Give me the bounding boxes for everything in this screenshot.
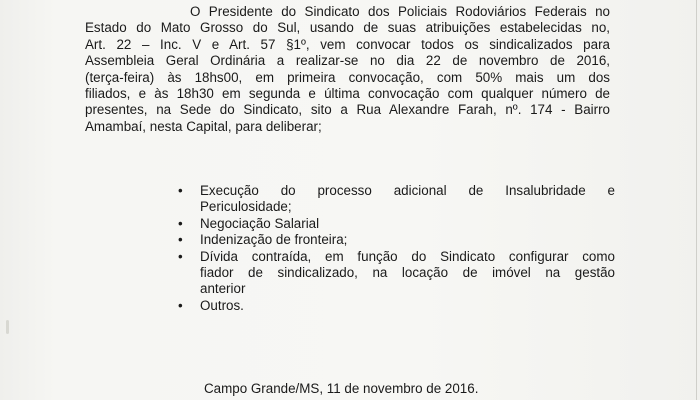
agenda-item-outros bbox=[175, 298, 615, 314]
agenda-item-indenizacao bbox=[175, 232, 615, 248]
bullet-icon: • bbox=[178, 297, 183, 313]
agenda-item-line: anterior bbox=[200, 281, 246, 297]
agenda-item-line: Dívida contraída, em função do Sindicato configurar como bbox=[200, 248, 615, 264]
paragraph-line: Estado do Mato Grosso do Sul, usando de suas atribuições estabelecidas no, bbox=[85, 20, 610, 36]
page-edge-shadow bbox=[696, 0, 697, 400]
paragraph-line: presentes, na Sede do Sindicato, sito a Rua Alexandre Farah, nº. 174 - Bairro bbox=[85, 102, 610, 118]
paragraph-line: Amambaí, nesta Capital, para deliberar; bbox=[85, 118, 322, 134]
bullet-icon: • bbox=[178, 215, 183, 231]
paragraph-line: Art. 22 – Inc. V e Art. 57 §1º, vem convocar todos os sindicalizados para bbox=[85, 36, 610, 52]
agenda-item-negociacao bbox=[175, 216, 615, 232]
paragraph-line: O Presidente do Sindicato dos Policiais Rodoviários Federais no bbox=[190, 4, 610, 19]
place-and-date: Campo Grande/MS, 11 de novembro de 2016. bbox=[204, 381, 479, 396]
paragraph-line: (terça-feira) às 18hs00, em primeira convocação, com 50% mais um dos bbox=[85, 69, 610, 85]
paragraph-line: filiados, e às 18h30 em segunda e última convocação com qualquer número de bbox=[85, 86, 610, 102]
scan-mark bbox=[6, 320, 9, 334]
paragraph-line: Assembleia Geral Ordinária a realizar-se no dia 22 de novembro de 2016, bbox=[85, 53, 610, 69]
agenda-item-line: fiador de sindicalizado, na locação de imóvel na gestão bbox=[200, 265, 615, 281]
agenda-item-line: Negociação Salarial bbox=[200, 215, 320, 231]
bullet-icon: • bbox=[178, 232, 183, 248]
agenda-item-line: Indenização de fronteira; bbox=[200, 232, 348, 248]
convocation-paragraph bbox=[85, 4, 610, 135]
agenda-item-line: Execução do processo adicional de Insalubridade e bbox=[200, 183, 615, 198]
agenda-item-line: Outros. bbox=[200, 297, 244, 313]
bullet-icon: • bbox=[178, 183, 183, 198]
bullet-icon: • bbox=[178, 248, 183, 264]
agenda-list bbox=[175, 183, 615, 314]
agenda-item-divida bbox=[175, 249, 615, 298]
agenda-item-line: Periculosidade; bbox=[200, 199, 292, 215]
agenda-item-insalubridade bbox=[175, 183, 615, 216]
